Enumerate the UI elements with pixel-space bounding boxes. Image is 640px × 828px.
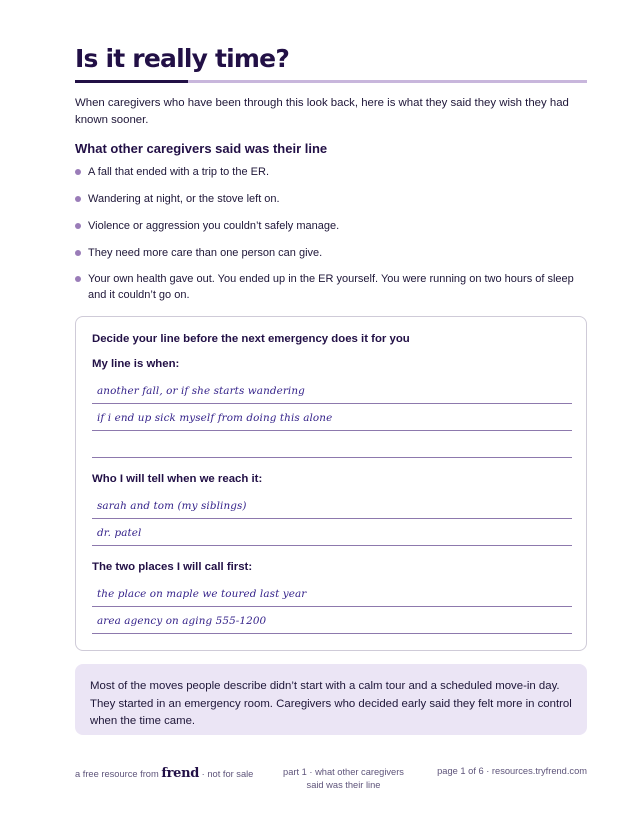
places-entry-field[interactable]: the place on maple we toured last year: [92, 580, 572, 607]
footer-middle: part 1 · what other caregivers said was their line: [283, 767, 404, 790]
list-item: Violence or aggression you couldn’t safely manage.: [75, 218, 587, 234]
line-entry-field[interactable]: [92, 431, 572, 458]
footer-left: a free resource from frend · not for sale: [75, 766, 254, 781]
frend-logo: frend: [161, 766, 200, 781]
footer-right: page 1 of 6 · resources.tryfrend.com: [437, 766, 587, 776]
callout-box: [75, 664, 587, 735]
bullet-dot: [75, 223, 81, 229]
list-item: Wandering at night, or the stove left on.: [75, 191, 587, 207]
list-item: A fall that ended with a trip to the ER.: [75, 164, 587, 180]
bullet-dot: [75, 169, 81, 175]
bullet-dot: [75, 276, 81, 282]
line-entry-field[interactable]: if i end up sick myself from doing this alone: [92, 404, 572, 431]
page-title: Is it really time?: [75, 44, 290, 73]
tell-label: Who I will tell when we reach it:: [92, 473, 263, 485]
title-rule: [75, 80, 587, 83]
places-entry-field[interactable]: area agency on aging 555-1200: [92, 607, 572, 634]
places-label: The two places I will call first:: [92, 561, 253, 573]
bullet-dot: [75, 250, 81, 256]
list-item: They need more care than one person can give.: [75, 245, 587, 261]
title-rule-accent: [75, 80, 188, 83]
line-entry-field[interactable]: another fall, or if she starts wandering: [92, 377, 572, 404]
section-heading: What other caregivers said was their line: [75, 141, 328, 156]
line-label: My line is when:: [92, 358, 180, 370]
tell-entry-field[interactable]: dr. patel: [92, 519, 572, 546]
worksheet-card: [75, 316, 587, 651]
list-item: Your own health gave out. You ended up in the ER yourself. You were running on two hours of sleep and it couldn’t go on.: [75, 271, 587, 303]
callout-text: Most of the moves people describe didn’t start with a calm tour and a scheduled move-in day. They started in an emergency room. Caregivers who decided early said they felt more in control when the time came.: [90, 680, 572, 727]
tell-entry-field[interactable]: sarah and tom (my siblings): [92, 492, 572, 519]
bullet-dot: [75, 196, 81, 202]
intro-text: When caregivers who have been through this look back, here is what they said they wish they had known sooner.: [75, 97, 569, 126]
worksheet-title: Decide your line before the next emergency does it for you: [92, 333, 410, 345]
